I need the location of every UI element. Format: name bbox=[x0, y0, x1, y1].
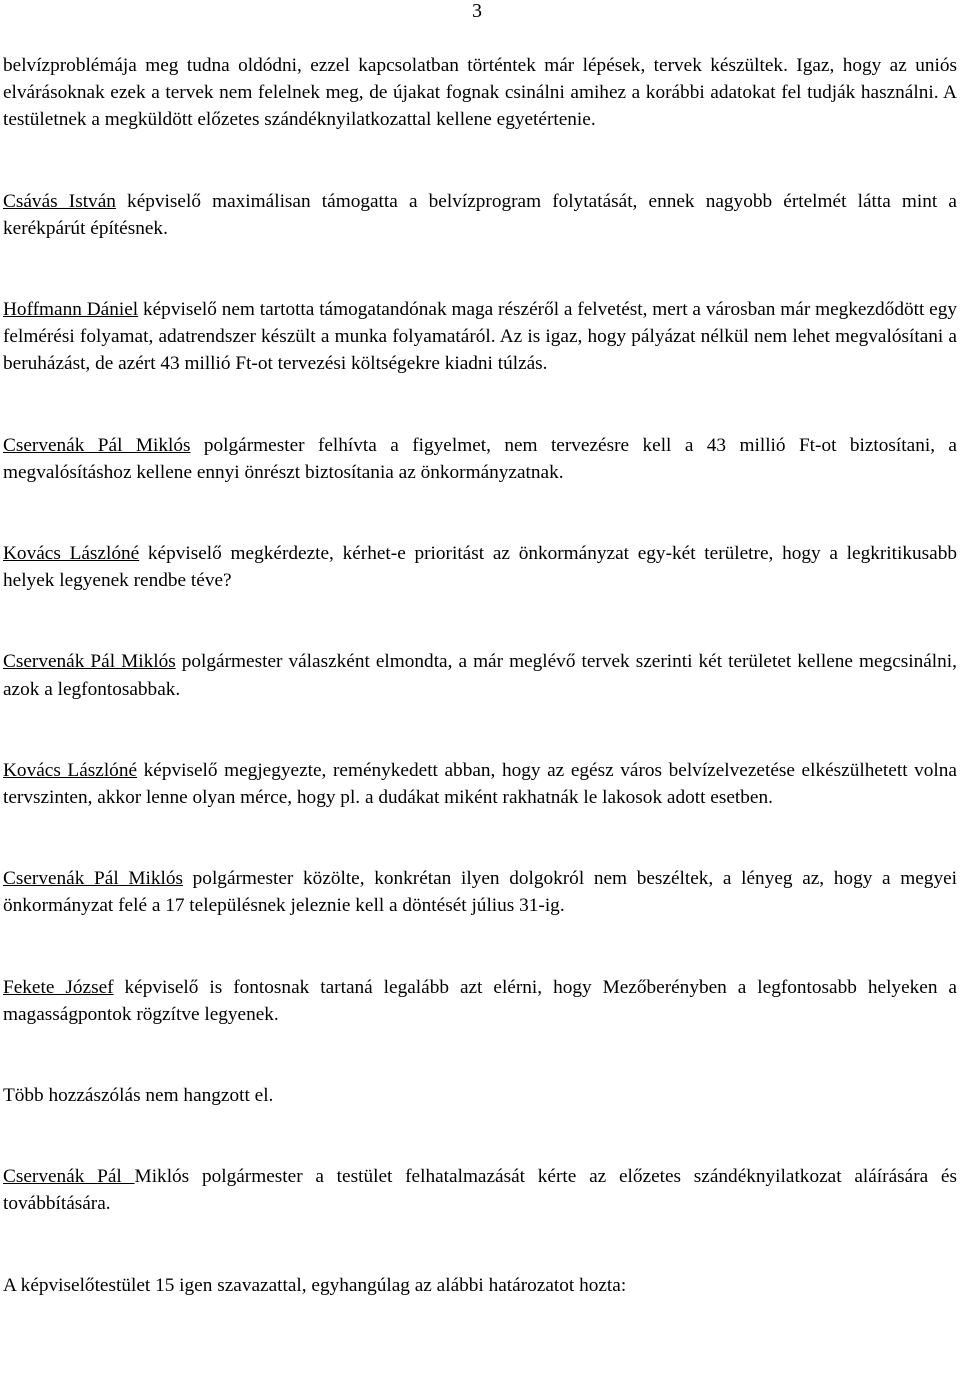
paragraph-text: polgármester válaszként elmondta, a már meglévő tervek szerinti két területet kellene megcsinálni, azok a legfontosabbak. bbox=[3, 651, 957, 700]
speaker-name: Hoffmann Dániel bbox=[3, 299, 139, 321]
paragraph-no-more-comments bbox=[3, 1082, 957, 1109]
paragraph-text: Több hozzászólás nem hangzott el. bbox=[3, 1085, 274, 1107]
paragraph-text: A képviselőtestület 15 igen szavazattal, egyhangúlag az alábbi határozatot hozta: bbox=[3, 1274, 627, 1296]
speaker-name: Csávás István bbox=[3, 190, 116, 212]
speaker-name: Cservenák Pál bbox=[3, 1166, 135, 1188]
speaker-name: Cservenák Pál Miklós bbox=[3, 868, 183, 890]
speaker-name-tail: Miklós bbox=[134, 1166, 190, 1188]
paragraph-text: polgármester közölte, konkrétan ilyen dolgokról nem beszéltek, a lényeg az, hogy a megyei önkormányzat felé a 17 településnek jeleznie kell a döntését július 31-ig. bbox=[3, 868, 957, 917]
speaker-name: Cservenák Pál Miklós bbox=[3, 651, 176, 673]
paragraph-text: képviselő maximálisan támogatta a belvízprogram folytatását, ennek nagyobb értelmét látta mint a kerékpárút építésnek. bbox=[3, 190, 957, 239]
paragraph-text: képviselő megjegyezte, reménykedett abban, hogy az egész város belvízelvezetése elkészülhetett volna tervszinten, akkor lenne olyan mérce, hogy pl. a dudákat miként rakhatnák le lakosok adott esetben. bbox=[3, 759, 957, 809]
paragraph-kovacs-1 bbox=[3, 540, 957, 594]
paragraph-kovacs-2 bbox=[3, 757, 957, 811]
paragraph-cservenak-3 bbox=[3, 865, 957, 919]
paragraph-csavas-istvan bbox=[3, 188, 957, 242]
paragraph-vote-result bbox=[3, 1272, 957, 1299]
paragraph-cservenak-1 bbox=[3, 432, 957, 486]
document-body bbox=[3, 52, 957, 1299]
speaker-name: Kovács Lászlóné bbox=[3, 543, 140, 565]
paragraph-text: polgármester felhívta a figyelmet, nem tervezésre kell a 43 millió Ft-ot biztosítani, a megvalósításhoz kellene ennyi önrészt biztosítania az önkormányzatnak. bbox=[3, 434, 957, 483]
speaker-name: Cservenák Pál Miklós bbox=[3, 434, 191, 456]
paragraph-text: képviselő megkérdezte, kérhet-e prioritást az önkormányzat egy-két területre, hogy a legkritikusabb helyek legyenek rendbe téve? bbox=[3, 543, 957, 592]
paragraph-belviz-intro bbox=[3, 52, 957, 134]
paragraph-cservenak-4 bbox=[3, 1163, 957, 1217]
paragraph-text: képviselő is fontosnak tartaná legalább azt elérni, hogy Mezőberényben a legfontosabb helyeken a magasságpontok rögzítve legyenek. bbox=[3, 976, 957, 1025]
paragraph-fekete-jozsef bbox=[3, 974, 957, 1028]
paragraph-text: képviselő nem tartotta támogatandónak maga részéről a felvetést, mert a városban már megkezdődött egy felmérési folyamat, adatrendszer készült a munka folyamatáról. Az is igaz, hogy pályázat nélkül nem lehet megvalósítani a beruházást, de azért 43 millió Ft-ot tervezési költségekre kiadni túlzás. bbox=[3, 299, 957, 375]
speaker-name: Kovács Lászlóné bbox=[3, 759, 138, 781]
paragraph-text: polgármester a testület felhatalmazását kérte az előzetes szándéknyilatkozat aláírására és továbbítására. bbox=[3, 1166, 957, 1215]
paragraph-text: belvízproblémája meg tudna oldódni, ezzel kapcsolatban történtek már lépések, tervek készültek. Igaz, hogy az uniós elvárásoknak ezek a tervek nem felelnek meg, de újakat fognak csinálni amihez a korábbi adatokat fel tudják használni. A testületnek a megküldött előzetes szándéknyilatkozattal kellene egyetértenie. bbox=[3, 55, 957, 131]
paragraph-hoffmann-daniel bbox=[3, 296, 957, 378]
page-number: 3 bbox=[472, 0, 482, 22]
speaker-name: Fekete József bbox=[3, 976, 114, 998]
paragraph-cservenak-2 bbox=[3, 648, 957, 702]
